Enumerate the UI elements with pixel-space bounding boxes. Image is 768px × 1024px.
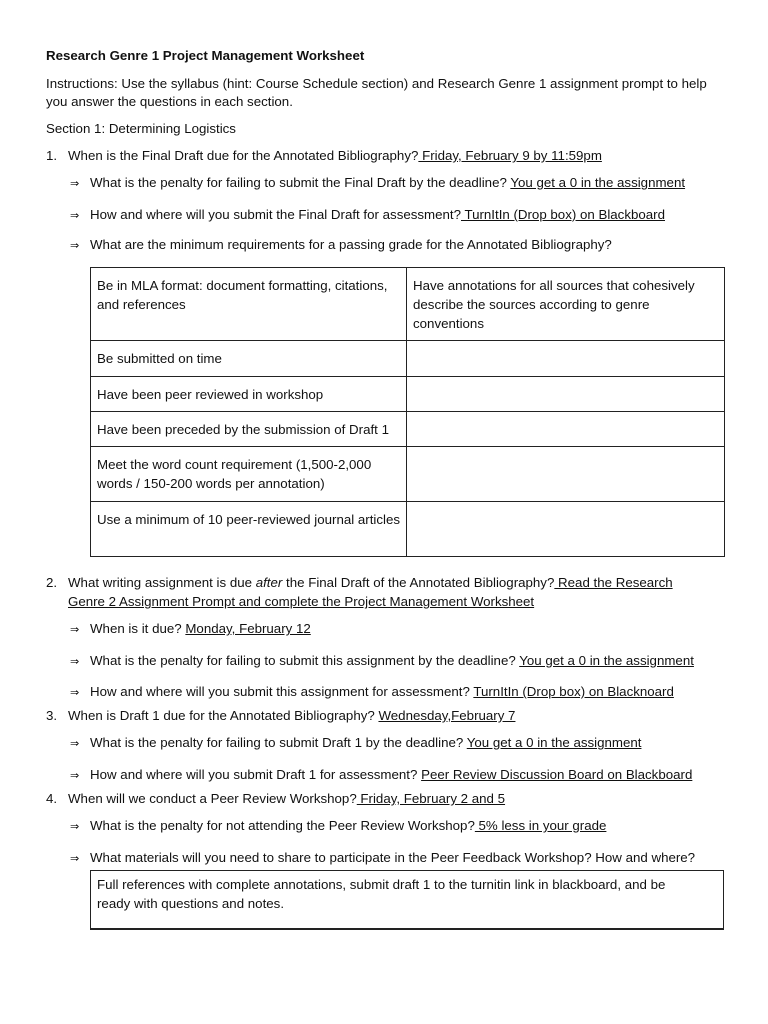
- materials-answer-line-1: Full references with complete annotations, submit draft 1 to the turnitin link in blackboard, and be: [97, 877, 666, 892]
- q1-sub3: [90, 237, 612, 252]
- table-cell: [407, 377, 725, 412]
- q3-sub2-question: How and where will you submit Draft 1 for assessment?: [90, 767, 418, 782]
- table-cell: Have been peer reviewed in workshop: [91, 377, 407, 412]
- q2-line: [68, 575, 673, 590]
- table-cell: [407, 447, 725, 502]
- q3-number: 3.: [46, 708, 58, 723]
- q1-sub3-question: What are the minimum requirements for a passing grade for the Annotated Bibliography?: [90, 237, 612, 252]
- q1-sub1-question: What is the penalty for failing to submit the Final Draft by the deadline?: [90, 175, 507, 190]
- q3-line: [68, 708, 515, 723]
- materials-answer-box: [90, 870, 724, 930]
- table-cell: Use a minimum of 10 peer-reviewed journal articles: [91, 502, 407, 557]
- table-row: [91, 447, 725, 502]
- q3-sub2-answer: Peer Review Discussion Board on Blackboard: [421, 767, 693, 782]
- q2-sub1: [90, 621, 311, 636]
- table-row: [91, 377, 725, 412]
- q2-sub2: [90, 653, 694, 668]
- table-row: [91, 341, 725, 377]
- table-row: [91, 268, 725, 341]
- instructions-line-1: Instructions: Use the syllabus (hint: Course Schedule section) and Research Genre 1 assignment prompt to help: [46, 76, 707, 91]
- arrow-icon: ⇒: [70, 240, 80, 252]
- table-cell: Have annotations for all sources that cohesively describe the sources according to genre conventions: [407, 268, 725, 341]
- q1-answer: Friday, February 9 by 11:59pm: [418, 148, 602, 163]
- q1-sub2-answer: TurnItIn (Drop box) on Blackboard: [461, 207, 665, 222]
- q2-answer-line-2: Genre 2 Assignment Prompt and complete the Project Management Worksheet: [68, 594, 535, 609]
- table-row: [91, 412, 725, 447]
- arrow-icon: ⇒: [70, 624, 80, 636]
- table-cell: [407, 341, 725, 377]
- q4-sub1-question: What is the penalty for not attending the Peer Review Workshop?: [90, 818, 475, 833]
- q2-sub3-question: How and where will you submit this assignment for assessment?: [90, 684, 470, 699]
- q1-number: 1.: [46, 148, 58, 163]
- q1-sub2: [90, 207, 665, 222]
- q3-question: When is Draft 1 due for the Annotated Bibliography?: [68, 708, 375, 723]
- q1-sub1-answer: You get a 0 in the assignment: [510, 175, 686, 190]
- q1-sub2-question: How and where will you submit the Final Draft for assessment?: [90, 207, 461, 222]
- materials-answer-line-2: ready with questions and notes.: [97, 896, 285, 911]
- q3-sub1-question: What is the penalty for failing to submit Draft 1 by the deadline?: [90, 735, 464, 750]
- arrow-icon: ⇒: [70, 853, 80, 865]
- q1-sub1: [90, 175, 685, 190]
- table-cell: Be in MLA format: document formatting, citations, and references: [91, 268, 407, 341]
- q2-sub3: [90, 684, 674, 699]
- q3-sub1-answer: You get a 0 in the assignment: [466, 735, 642, 750]
- q3-sub1: [90, 735, 641, 750]
- table-cell: [407, 502, 725, 557]
- q2-sub1-question: When is it due?: [90, 621, 182, 636]
- q1-line: [68, 148, 602, 163]
- q2-sub2-question: What is the penalty for failing to submit this assignment by the deadline?: [90, 653, 516, 668]
- table-cell: Be submitted on time: [91, 341, 407, 377]
- worksheet-title: Research Genre 1 Project Management Worksheet: [46, 48, 365, 63]
- q2-sub3-answer: TurnItIn (Drop box) on Blacknoard: [473, 684, 674, 699]
- table-row: [91, 502, 725, 557]
- table-cell: [407, 412, 725, 447]
- arrow-icon: ⇒: [70, 687, 80, 699]
- q4-sub2: [90, 850, 695, 865]
- q3-sub2: [90, 767, 692, 782]
- q2-sub1-answer: Monday, February 12: [185, 621, 311, 636]
- q4-line: [68, 791, 505, 806]
- q2-question-pre: What writing assignment is due: [68, 575, 256, 590]
- q2-question-post: the Final Draft of the Annotated Bibliography?: [282, 575, 555, 590]
- q1-question: When is the Final Draft due for the Annotated Bibliography?: [68, 148, 419, 163]
- section1-heading: Section 1: Determining Logistics: [46, 121, 236, 136]
- table-cell: Have been preceded by the submission of Draft 1: [91, 412, 407, 447]
- q4-sub1-answer: 5% less in your grade: [474, 818, 607, 833]
- arrow-icon: ⇒: [70, 770, 80, 782]
- q4-sub2-question: What materials will you need to share to participate in the Peer Feedback Workshop? How and where?: [90, 850, 696, 865]
- q4-answer: Friday, February 2 and 5: [356, 791, 506, 806]
- instructions-line-2: you answer the questions in each section.: [46, 94, 293, 109]
- q2-answer-line-1: Read the Research: [554, 575, 673, 590]
- table-cell: Meet the word count requirement (1,500-2,000 words / 150-200 words per annotation): [91, 447, 407, 502]
- arrow-icon: ⇒: [70, 821, 80, 833]
- q2-number: 2.: [46, 575, 58, 590]
- requirements-table: [90, 267, 725, 557]
- arrow-icon: ⇒: [70, 656, 80, 668]
- q3-answer: Wednesday,February 7: [378, 708, 516, 723]
- arrow-icon: ⇒: [70, 738, 80, 750]
- q2-sub2-answer: You get a 0 in the assignment: [519, 653, 694, 668]
- arrow-icon: ⇒: [70, 178, 80, 190]
- q4-number: 4.: [46, 791, 58, 806]
- q2-question-em: after: [255, 575, 283, 590]
- arrow-icon: ⇒: [70, 210, 80, 222]
- q4-sub1: [90, 818, 606, 833]
- q4-question: When will we conduct a Peer Review Workshop?: [68, 791, 357, 806]
